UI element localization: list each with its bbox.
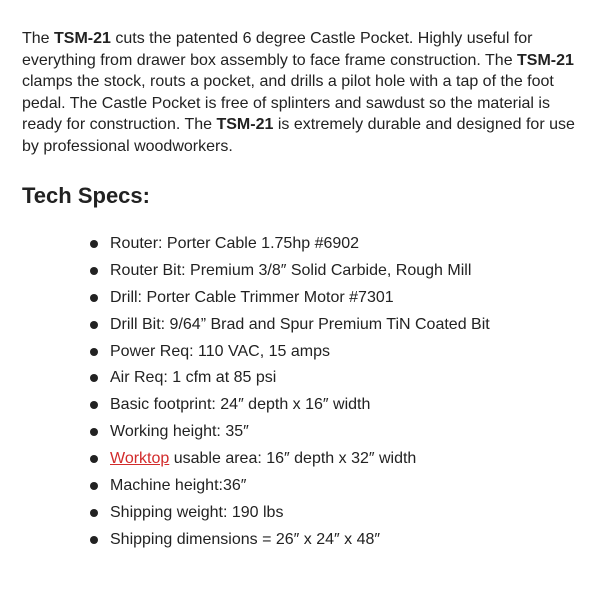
bullet-icon xyxy=(90,455,98,463)
spec-item-shipping-weight xyxy=(88,502,558,524)
spec-text-rest: usable area: 16″ depth x 32″ width xyxy=(169,450,417,468)
intro-paragraph xyxy=(22,28,592,157)
spec-text: Shipping dimensions = 26″ x 24″ x 48″ xyxy=(110,530,381,548)
spec-item-working-height xyxy=(88,421,558,443)
worktop-link[interactable]: Worktop xyxy=(110,450,170,468)
bullet-icon xyxy=(90,536,98,544)
tech-specs-heading: Tech Specs: xyxy=(22,183,150,208)
intro-text: is extremely durable and designed for use by professional woodworkers. xyxy=(22,116,575,155)
spec-item-shipping-dimensions xyxy=(88,529,558,551)
tech-specs-list xyxy=(88,233,558,556)
spec-text: Basic footprint: 24″ depth x 16″ width xyxy=(110,396,371,414)
bullet-icon xyxy=(90,294,98,302)
bullet-icon xyxy=(90,321,98,329)
spec-item-machine-height xyxy=(88,475,558,497)
bullet-icon xyxy=(90,509,98,517)
spec-item-footprint xyxy=(88,394,558,416)
spec-text: Working height: 35″ xyxy=(110,423,249,441)
intro-text: cuts the patented 6 degree Castle Pocket. Highly useful for everything from drawer box assembly to face frame construction. The xyxy=(22,30,533,69)
spec-item-router-bit xyxy=(88,260,558,282)
spec-text: Shipping weight: 190 lbs xyxy=(110,503,284,521)
spec-text: Air Req: 1 cfm at 85 psi xyxy=(110,369,277,387)
bullet-icon xyxy=(90,401,98,409)
bullet-icon xyxy=(90,374,98,382)
spec-text: Router: Porter Cable 1.75hp #6902 xyxy=(110,235,360,252)
product-model: TSM-21 xyxy=(216,116,274,133)
product-model: TSM-21 xyxy=(54,30,111,47)
spec-text: Drill: Porter Cable Trimmer Motor #7301 xyxy=(110,288,394,306)
spec-item-power xyxy=(88,341,558,363)
intro-text: The xyxy=(22,30,55,47)
spec-item-worktop xyxy=(88,448,558,470)
spec-item-drill-bit xyxy=(88,314,558,336)
spec-text xyxy=(110,450,416,467)
intro-text: clamps the stock, routs a pocket, and drills a pilot hole with a tap of the foot pedal. The Castle Pocket is free of splinters and sawdust so the material is ready for construction. The xyxy=(22,73,554,133)
spec-text: Router Bit: Premium 3/8″ Solid Carbide, Rough Mill xyxy=(110,261,472,279)
spec-item-air xyxy=(88,367,558,389)
bullet-icon xyxy=(90,348,98,356)
spec-text: Drill Bit: 9/64” Brad and Spur Premium TiN Coated Bit xyxy=(110,315,490,333)
spec-text: Machine height:36″ xyxy=(110,477,247,495)
spec-item-drill xyxy=(88,287,558,309)
spec-text: Power Req: 110 VAC, 15 amps xyxy=(110,342,330,360)
bullet-icon xyxy=(90,267,98,275)
product-model: TSM-21 xyxy=(517,51,574,69)
bullet-icon xyxy=(90,428,98,436)
bullet-icon xyxy=(90,240,98,248)
bullet-icon xyxy=(90,482,98,490)
spec-item-router xyxy=(88,233,558,255)
